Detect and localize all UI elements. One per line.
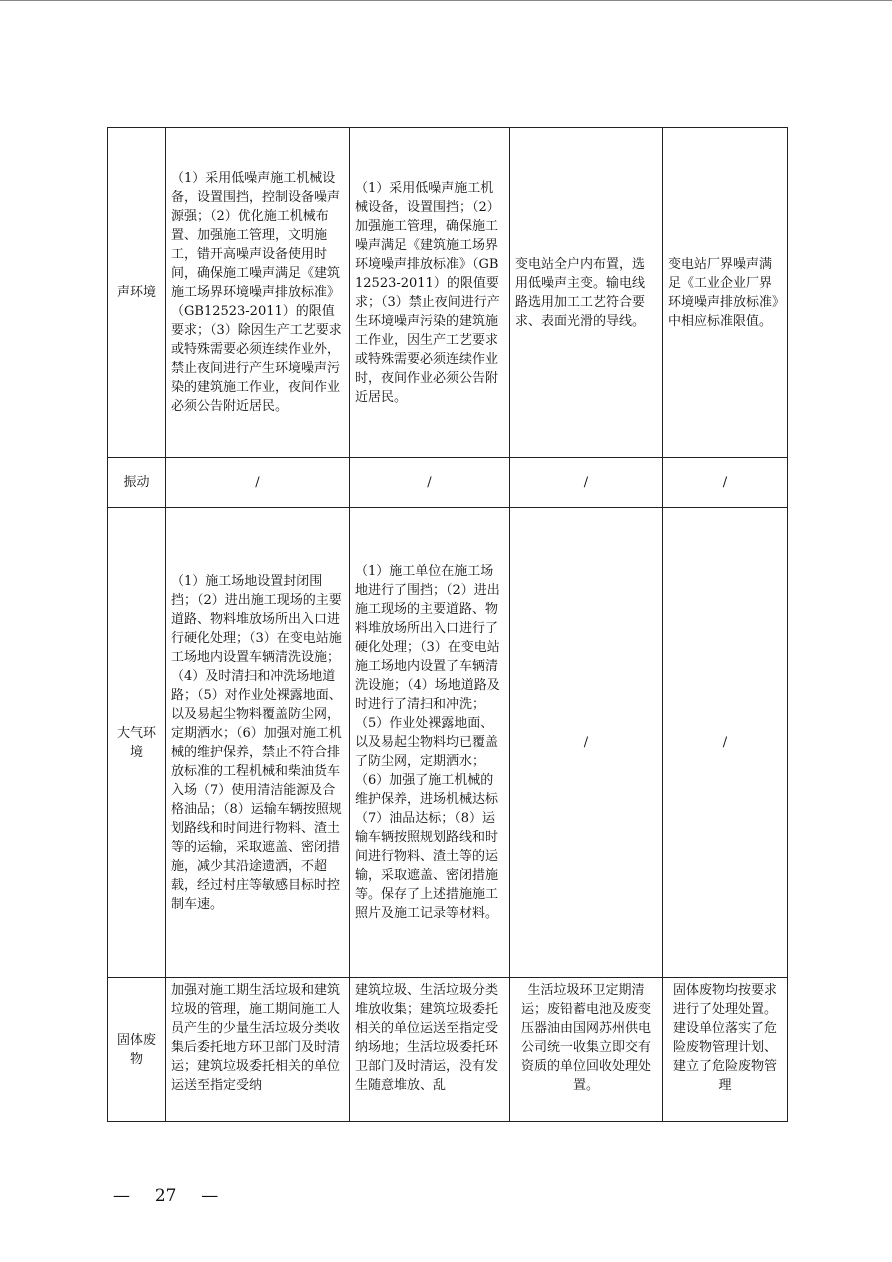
table-row-solid-waste (108, 978, 788, 1122)
footer-dash-right: — (201, 1186, 219, 1206)
measures-table (107, 127, 788, 1122)
result-cell: / (663, 458, 788, 508)
design-measures-cell: / (166, 458, 350, 508)
operation-measures-cell: / (510, 458, 663, 508)
cell-text: 加强对施工期生活垃圾和建筑垃圾的管理，施工期间施工人员产生的少量生活垃圾分类收集后委托地方环卫部门及时清运；建筑垃圾委托相关的单位运送至指定受纳 (171, 983, 341, 1093)
result-cell: 变电站厂界噪声满足《工业企业厂界环境噪声排放标准》中相应标准限值。 (663, 128, 788, 458)
implementation-cell (350, 978, 510, 1122)
design-measures-cell (166, 978, 350, 1122)
footer-dash-left: — (113, 1186, 130, 1206)
result-cell (663, 978, 788, 1122)
operation-measures-cell: 变电站全户内布置，选用低噪声主变。输电线路选用加工工艺符合要求、表面光滑的导线。 (510, 128, 663, 458)
table-row-noise (108, 128, 788, 458)
table-row-vibration (108, 458, 788, 508)
operation-measures-cell (510, 978, 663, 1122)
implementation-cell: （1）采用低噪声施工机械设备，设置围挡；（2）加强施工管理，确保施工噪声满足《建筑施工场界环境噪声排放标准》（GB12523-2011）的限值要求；（3）禁止夜间进行产生环境噪声污染的建筑施工作业，因生产工艺要求或特殊需要必须连续作业时，夜间作业必须公告附近居民。 (350, 128, 510, 458)
design-measures-cell: （1）采用低噪声施工机械设备，设置围挡，控制设备噪声源强；（2）优化施工机械布置、加强施工管理，文明施工，错开高噪声设备使用时间，确保施工噪声满足《建筑施工场界环境噪声排放标准》（GB12523-2011）的限值要求；（3）除因生产工艺要求或特殊需要必须连续作业外，禁止夜间进行产生环境噪声污染的建筑施工作业，夜间作业必须公告附近居民。 (166, 128, 350, 458)
implementation-cell: （1）施工单位在施工场地进行了围挡；（2）进出施工现场的主要道路、物料堆放场所出入口进行了硬化处理；（3）在变电站施工场地内设置了车辆清洗设施；（4）场地道路及时进行了清扫和冲洗；（5）作业处裸露地面、以及易起尘物料均已覆盖了防尘网，定期洒水；（6）加强了施工机械的维护保养，进场机械达标（7）油品达标；（8）运输车辆按照规划路线和时间进行物料、渣土等的运输，采取遮盖、密闭措施等。保存了上述措施施工照片及施工记录等材料。 (350, 508, 510, 978)
page-footer (113, 1186, 218, 1206)
category-cell: 大气环境 (108, 508, 166, 978)
design-measures-cell: （1）施工场地设置封闭围挡；（2）进出施工现场的主要道路、物料堆放场所出入口进行硬化处理；（3）在变电站施工场地内设置车辆清洗设施；（4）及时清扫和冲洗场地道路；（5）对作业处裸露地面、以及易起尘物料覆盖防尘网，定期洒水；（6）加强对施工机械的维护保养，禁止不符合排放标准的工程机械和柴油货车入场（7）使用清洁能源及合格油品；（8）运输车辆按照规划路线和时间进行物料、渣土等的运输，采取遮盖、密闭措施，减少其沿途遗洒，不超载，经过村庄等敏感目标时控制车速。 (166, 508, 350, 978)
category-cell: 固体废物 (108, 978, 166, 1122)
page-number: 27 (154, 1186, 177, 1206)
cell-text: 建筑垃圾、生活垃圾分类堆放收集；建筑垃圾委托相关的单位运送至指定受纳场地；生活垃圾委托环卫部门及时清运，没有发生随意堆放、乱 (355, 983, 499, 1093)
category-cell: 声环境 (108, 128, 166, 458)
table-row-air (108, 508, 788, 978)
implementation-cell: / (350, 458, 510, 508)
cell-text: 固体废物均按要求进行了处理处置。建设单位落实了危险废物管理计划、建立了危险废物管理 (672, 983, 777, 1093)
category-cell: 振动 (108, 458, 166, 508)
result-cell: / (663, 508, 788, 978)
operation-measures-cell: / (510, 508, 663, 978)
cell-text: 生活垃圾环卫定期清运；废铅蓄电池及废变压器油由国网苏州供电公司统一收集立即交有资质的单位回收处理处置。 (520, 983, 651, 1093)
top-border-line (0, 0, 892, 1)
